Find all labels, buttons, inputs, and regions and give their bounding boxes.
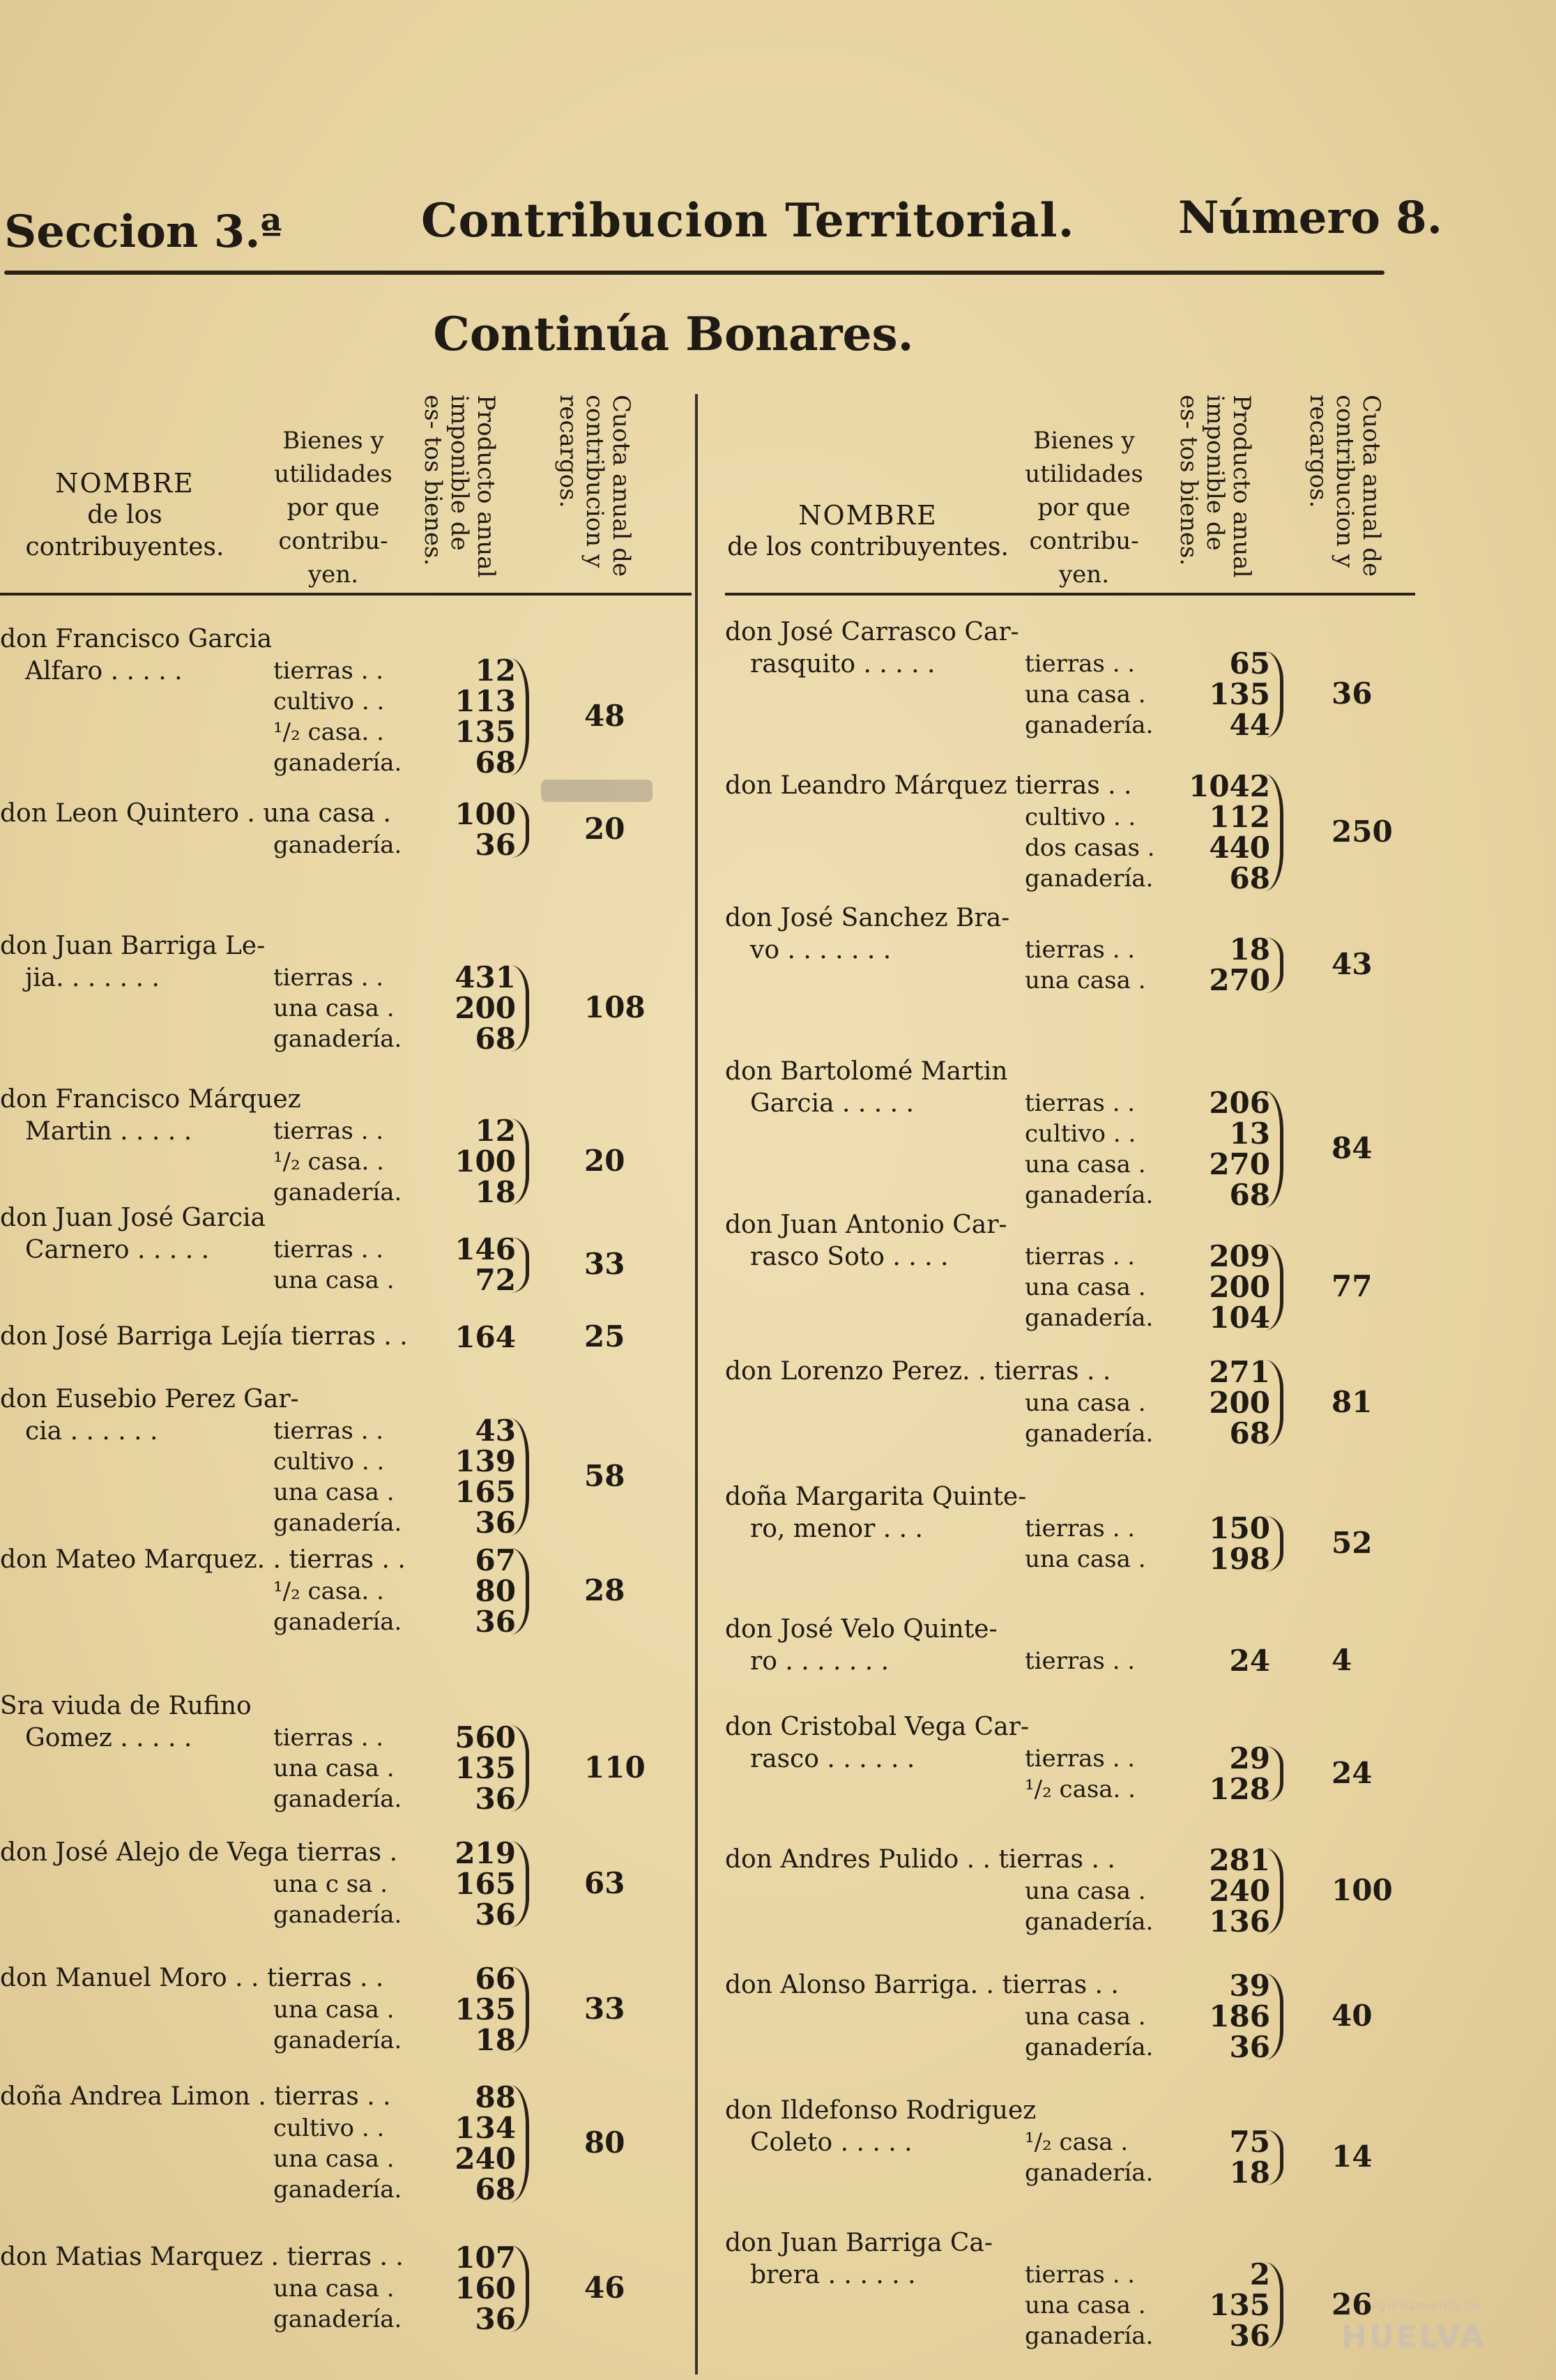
product-values: 67 80 36 bbox=[475, 1543, 516, 1639]
property-items: tierras . . bbox=[1025, 1647, 1136, 1675]
property-items: tierras . . ¹/₂ casa. . bbox=[1025, 1745, 1136, 1803]
grouping-brace bbox=[1265, 1973, 1283, 2060]
grouping-brace bbox=[510, 1841, 529, 1927]
property-items: tierras . . cultivo . . una casa . ganadería. bbox=[273, 1417, 402, 1537]
product-values: 431 200 68 bbox=[455, 960, 516, 1056]
annual-quota: 40 bbox=[1332, 1999, 1373, 2033]
subtitle: Continúa Bonares. bbox=[433, 307, 914, 361]
property-items: tierras . . una casa . bbox=[273, 1236, 395, 1294]
property-items: tierras . . cultivo . . ¹/₂ casa. . ganadería. bbox=[273, 657, 402, 777]
contributor-name: don Ildefonso Rodriguez Coleto . . . . . bbox=[725, 2096, 1037, 2157]
grouping-brace bbox=[1265, 1848, 1283, 1934]
property-items: ¹/₂ casa . ganadería. bbox=[1025, 2128, 1154, 2187]
contributor-name: don Alonso Barriga. . tierras . . bbox=[725, 1971, 1119, 1999]
contributor-name: don Mateo Marquez. . tierras . . bbox=[0, 1545, 406, 1574]
product-values: 164 bbox=[455, 1320, 516, 1354]
contributor-name: don José Alejo de Vega tierras . bbox=[0, 1838, 398, 1867]
contributor-name: don Francisco Garcia Alfaro . . . . . bbox=[0, 625, 273, 685]
contributor-name: don Bartolomé Martin Garcia . . . . . bbox=[725, 1057, 1008, 1118]
product-values: 66 135 18 bbox=[455, 1962, 516, 2057]
annual-quota: 52 bbox=[1332, 1526, 1373, 1560]
product-values: 150 198 bbox=[1209, 1511, 1270, 1576]
annual-quota: 46 bbox=[584, 2271, 625, 2305]
contributor-name: Sra viuda de Rufino Gomez . . . . . bbox=[0, 1692, 252, 1752]
product-values: 24 bbox=[1229, 1644, 1270, 1678]
annual-quota: 58 bbox=[584, 1459, 625, 1493]
annual-quota: 43 bbox=[1332, 947, 1373, 981]
right-table bbox=[725, 391, 1415, 2371]
property-items: cultivo . . dos casas . ganadería. bbox=[1025, 803, 1155, 893]
grouping-brace bbox=[510, 1966, 529, 2053]
contributor-name: don Juan Barriga Ca- brera . . . . . . bbox=[725, 2229, 993, 2289]
grouping-brace bbox=[510, 2245, 529, 2332]
annual-quota: 108 bbox=[584, 990, 646, 1024]
product-values: 2 135 36 bbox=[1209, 2257, 1270, 2353]
annual-quota: 4 bbox=[1332, 1643, 1352, 1677]
contributor-name: don Eusebio Perez Gar- cia . . . . . . bbox=[0, 1385, 299, 1446]
product-values: 271 200 68 bbox=[1209, 1355, 1270, 1450]
grouping-brace bbox=[1265, 1091, 1283, 1208]
col-bienes-header: Bienes y utilidades por que contribu- yen. bbox=[1025, 427, 1143, 589]
grouping-brace bbox=[1265, 1244, 1283, 1331]
grouping-brace bbox=[510, 802, 529, 858]
page-header bbox=[0, 185, 1556, 262]
product-values: 146 72 bbox=[455, 1232, 516, 1297]
property-items: una casa . ganadería. bbox=[1025, 2003, 1154, 2061]
grouping-brace bbox=[510, 1119, 529, 1205]
property-items: una casa . ganadería. bbox=[273, 2275, 402, 2333]
contributor-name: don Juan Antonio Car- rasco Soto . . . . bbox=[725, 1211, 1007, 1271]
contributor-name: don Francisco Márquez Martin . . . . . bbox=[0, 1085, 301, 1146]
grouping-brace bbox=[510, 965, 529, 1052]
contributor-name: doña Andrea Limon . tierras . . bbox=[0, 2082, 391, 2111]
property-items: tierras . . una casa . bbox=[1025, 1515, 1146, 1573]
annual-quota: 77 bbox=[1332, 1269, 1373, 1303]
grouping-brace bbox=[510, 658, 529, 775]
product-values: 75 18 bbox=[1229, 2125, 1270, 2190]
property-items: tierras . . una casa . ganadería. bbox=[1025, 650, 1154, 739]
header-rule bbox=[4, 271, 1385, 275]
contributor-name: don Juan José Garcia Carnero . . . . . bbox=[0, 1204, 266, 1264]
contributor-name: don Juan Barriga Le- jia. . . . . . . bbox=[0, 932, 266, 992]
product-values: 43 139 165 36 bbox=[455, 1413, 516, 1540]
annual-quota: 33 bbox=[584, 1992, 625, 2026]
left-table-header bbox=[0, 391, 692, 596]
property-items: ¹/₂ casa. . ganadería. bbox=[273, 1577, 402, 1636]
property-items: tierras . . una casa . ganadería. bbox=[273, 1724, 402, 1813]
annual-quota: 80 bbox=[584, 2125, 625, 2160]
grouping-brace bbox=[1265, 2130, 1283, 2185]
property-items: tierras . . ¹/₂ casa. . ganadería. bbox=[273, 1117, 402, 1206]
grouping-brace bbox=[1265, 1360, 1283, 1446]
grouping-brace bbox=[510, 1237, 529, 1293]
property-items: tierras . . una casa . ganadería. bbox=[1025, 2261, 1154, 2350]
product-values: 1042 112 440 68 bbox=[1189, 769, 1270, 895]
annual-quota: 20 bbox=[584, 812, 625, 846]
property-items: una casa . ganadería. bbox=[1025, 1389, 1154, 1448]
product-values: 12 113 135 68 bbox=[455, 653, 516, 780]
annual-quota: 33 bbox=[584, 1247, 625, 1281]
watermark-logo: HUELVA bbox=[1341, 2319, 1486, 2355]
grouping-brace bbox=[510, 1418, 529, 1536]
contributor-name: don Leandro Márquez tierras . . bbox=[725, 771, 1132, 800]
product-values: 39 186 36 bbox=[1209, 1969, 1270, 2064]
product-values: 219 165 36 bbox=[455, 1836, 516, 1932]
annual-quota: 28 bbox=[584, 1573, 625, 1607]
grouping-brace bbox=[1265, 2262, 1283, 2349]
property-items: tierras . . una casa . ganadería. bbox=[1025, 1243, 1154, 1332]
annual-quota: 24 bbox=[1332, 1756, 1373, 1790]
property-items: tierras . . una casa . ganadería. bbox=[273, 964, 402, 1053]
grouping-brace bbox=[1265, 651, 1283, 738]
property-items: tierras . . cultivo . . una casa . ganadería. bbox=[1025, 1089, 1154, 1209]
grouping-brace bbox=[1265, 1516, 1283, 1572]
annual-quota: 84 bbox=[1332, 1131, 1373, 1165]
col-producto-header: Producto anual imponible de es- tos bienes. bbox=[419, 395, 500, 578]
grouping-brace bbox=[510, 2085, 529, 2202]
contributor-name: don Cristobal Vega Car- rasco . . . . . . bbox=[725, 1713, 1030, 1773]
annual-quota: 250 bbox=[1332, 814, 1393, 849]
annual-quota: 100 bbox=[1332, 1873, 1393, 1907]
product-values: 18 270 bbox=[1209, 932, 1270, 997]
annual-quota: 110 bbox=[584, 1750, 646, 1784]
grouping-brace bbox=[1265, 1746, 1283, 1802]
contributor-name: don José Carrasco Car- rasquito . . . . . bbox=[725, 618, 1019, 679]
col-name-header: NOMBRE de los contribuyentes. bbox=[25, 468, 224, 561]
property-items: una casa . ganadería. bbox=[1025, 1877, 1154, 1936]
contributor-name: don Manuel Moro . . tierras . . bbox=[0, 1964, 384, 1992]
product-values: 107 160 36 bbox=[455, 2241, 516, 2336]
grouping-brace bbox=[510, 1725, 529, 1812]
product-values: 29 128 bbox=[1209, 1741, 1270, 1806]
annual-quota: 26 bbox=[1332, 2287, 1373, 2321]
page-title: Contribucion Territorial. bbox=[421, 193, 1075, 248]
annual-quota: 48 bbox=[584, 699, 625, 733]
annual-quota: 63 bbox=[584, 1866, 625, 1900]
annual-quota: 20 bbox=[584, 1144, 625, 1178]
watermark-caption: Ayuntamiento de bbox=[1372, 2298, 1479, 2313]
product-values: 281 240 136 bbox=[1209, 1843, 1270, 1939]
left-table bbox=[0, 391, 692, 2371]
product-values: 100 36 bbox=[455, 797, 516, 862]
col-name-header: NOMBRE de los contribuyentes. bbox=[727, 500, 1009, 561]
page-number: Número 8. bbox=[1178, 192, 1442, 244]
contributor-name: don José Sanchez Bra- vo . . . . . . . bbox=[725, 904, 1010, 964]
product-values: 12 100 18 bbox=[455, 1114, 516, 1209]
contributor-name: don Lorenzo Perez. . tierras . . bbox=[725, 1357, 1111, 1386]
right-table-header bbox=[725, 391, 1415, 596]
contributor-name: don José Velo Quinte- ro . . . . . . . bbox=[725, 1615, 998, 1676]
annual-quota: 25 bbox=[584, 1319, 625, 1354]
property-items: ganadería. bbox=[273, 831, 402, 859]
column-divider bbox=[695, 394, 698, 2374]
col-producto-header: Producto anual imponible de es- tos bienes. bbox=[1175, 395, 1256, 578]
grouping-brace bbox=[1265, 774, 1283, 891]
product-values: 560 135 36 bbox=[455, 1720, 516, 1816]
product-values: 65 135 44 bbox=[1209, 646, 1270, 742]
property-items: una c sa . ganadería. bbox=[273, 1870, 402, 1929]
col-cuota-header: Cuota anual de contribucion y recargos. bbox=[554, 395, 635, 577]
property-items: cultivo . . una casa . ganadería. bbox=[273, 2114, 402, 2204]
section-label: Seccion 3.ª bbox=[4, 206, 282, 258]
col-bienes-header: Bienes y utilidades por que contribu- yen. bbox=[274, 427, 392, 589]
product-values: 88 134 240 68 bbox=[455, 2080, 516, 2206]
product-values: 209 200 104 bbox=[1209, 1239, 1270, 1335]
annual-quota: 81 bbox=[1332, 1385, 1373, 1419]
contributor-name: doña Margarita Quinte- ro, menor . . . bbox=[725, 1483, 1027, 1543]
contributor-name: don Matias Marquez . tierras . . bbox=[0, 2243, 404, 2271]
col-cuota-header: Cuota anual de contribucion y recargos. bbox=[1304, 395, 1385, 577]
annual-quota: 36 bbox=[1332, 676, 1373, 711]
product-values: 206 13 270 68 bbox=[1209, 1086, 1270, 1212]
property-items: una casa . ganadería. bbox=[273, 1996, 402, 2054]
contributor-name: don José Barriga Lejía tierras . . bbox=[0, 1322, 408, 1351]
grouping-brace bbox=[510, 1548, 529, 1635]
annual-quota: 14 bbox=[1332, 2139, 1373, 2174]
contributor-name: don Andres Pulido . . tierras . . bbox=[725, 1845, 1115, 1874]
contributor-name: don Leon Quintero . una casa . bbox=[0, 799, 391, 828]
property-items: tierras . . una casa . bbox=[1025, 936, 1146, 994]
grouping-brace bbox=[1265, 937, 1283, 993]
